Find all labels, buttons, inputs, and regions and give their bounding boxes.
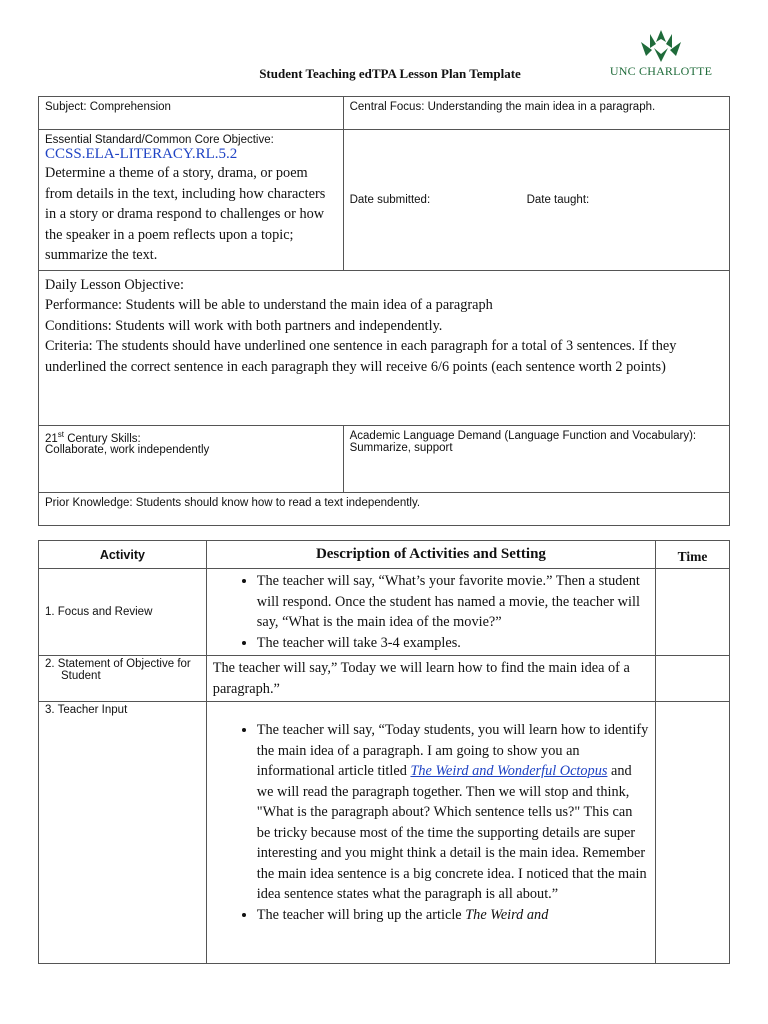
century-skills-value: Collaborate, work independently bbox=[45, 444, 210, 457]
activity-label-input: 3. Teacher Input bbox=[39, 702, 207, 964]
time-cell bbox=[656, 702, 730, 964]
academic-language-label: Academic Language Demand (Language Function and Vocabulary): bbox=[349, 429, 697, 442]
activity-description-objective: The teacher will say,” Today we will learn how to find the main idea of a paragraph.” bbox=[206, 656, 655, 702]
subject-cell: Subject: Comprehension bbox=[39, 97, 344, 130]
century-skills-cell bbox=[39, 425, 344, 492]
daily-objective-cell bbox=[39, 270, 730, 425]
standard-cell bbox=[39, 130, 344, 271]
list-item: • The teacher will take 3-4 examples. bbox=[257, 633, 649, 654]
activities-table bbox=[38, 540, 730, 964]
standard-code-link[interactable]: CCSS.ELA-LITERACY.RL.5.2 bbox=[45, 146, 238, 162]
standard-text: Determine a theme of a story, drama, or poem from details in the text, including how characters in a story or drama respond to challenges or how the speaker in a poem reflects upon a topic; summarize the text. bbox=[45, 165, 326, 263]
performance-text: Performance: Students will be able to understand the main idea of a paragraph bbox=[45, 297, 493, 313]
activity-description-input bbox=[206, 702, 655, 964]
standard-label: Essential Standard/Common Core Objective: bbox=[45, 134, 274, 146]
list-item: • The teacher will bring up the article The Weird and bbox=[257, 905, 649, 926]
prior-knowledge-cell: Prior Knowledge: Students should know how to read a text independently. bbox=[39, 492, 730, 525]
century-skills-label: 21st Century Skills: bbox=[45, 429, 141, 445]
activity-label-focus: 1. Focus and Review bbox=[39, 569, 207, 656]
crown-icon bbox=[606, 26, 716, 66]
academic-language-cell bbox=[343, 425, 729, 492]
criteria-text: Criteria: The students should have underlined one sentence in each paragraph for a total of 3 sentences. If they underlined the correct sentence in each paragraph they will receive 6/6 points (each sentence worth 2 points) bbox=[45, 338, 677, 375]
activity-description-focus bbox=[206, 569, 655, 656]
date-submitted-label: Date submitted: bbox=[349, 193, 431, 206]
dates-cell bbox=[343, 130, 729, 271]
logo-text: UNC CHARLOTTE bbox=[609, 64, 713, 78]
daily-objective-label: Daily Lesson Objective: bbox=[45, 276, 184, 293]
central-focus-cell: Central Focus: Understanding the main idea in a paragraph. bbox=[343, 97, 729, 130]
page-title: Student Teaching edTPA Lesson Plan Template bbox=[259, 66, 521, 81]
time-cell bbox=[656, 569, 730, 656]
conditions-text: Conditions: Students will work with both partners and independently. bbox=[45, 317, 443, 334]
activity-label-objective: 2. Statement of Objective for Student bbox=[39, 656, 207, 702]
time-cell bbox=[656, 656, 730, 702]
description-header: Description of Activities and Setting bbox=[206, 541, 655, 569]
octopus-article-link[interactable]: The Weird and Wonderful Octopus bbox=[410, 763, 608, 779]
activity-header: Activity bbox=[39, 541, 207, 569]
date-taught-label: Date taught: bbox=[526, 193, 590, 206]
academic-language-value: Summarize, support bbox=[349, 441, 453, 454]
list-item: • The teacher will say, “What’s your favorite movie.” Then a student will respond. Once the student has named a movie, the teacher will say, “What is the main idea of the movie?” bbox=[257, 571, 649, 633]
time-header: Time bbox=[656, 541, 730, 569]
lesson-plan-table bbox=[38, 96, 730, 526]
list-item: • The teacher will say, “Today students, you will learn how to identify the main idea of a paragraph. I am going to show you an informational article titled The Weird and Wonderful Octopus and we will read the paragraph together. Then we will stop and think, "What is the paragraph about? Which sentence tells us?" This can be tricky because most of the time the supporting details are super interesting and you might think a detail is the main idea. Remember the main idea sentence is a big concrete idea. I noticed that the main idea sentence states what the paragraph is all about.” bbox=[257, 720, 649, 905]
